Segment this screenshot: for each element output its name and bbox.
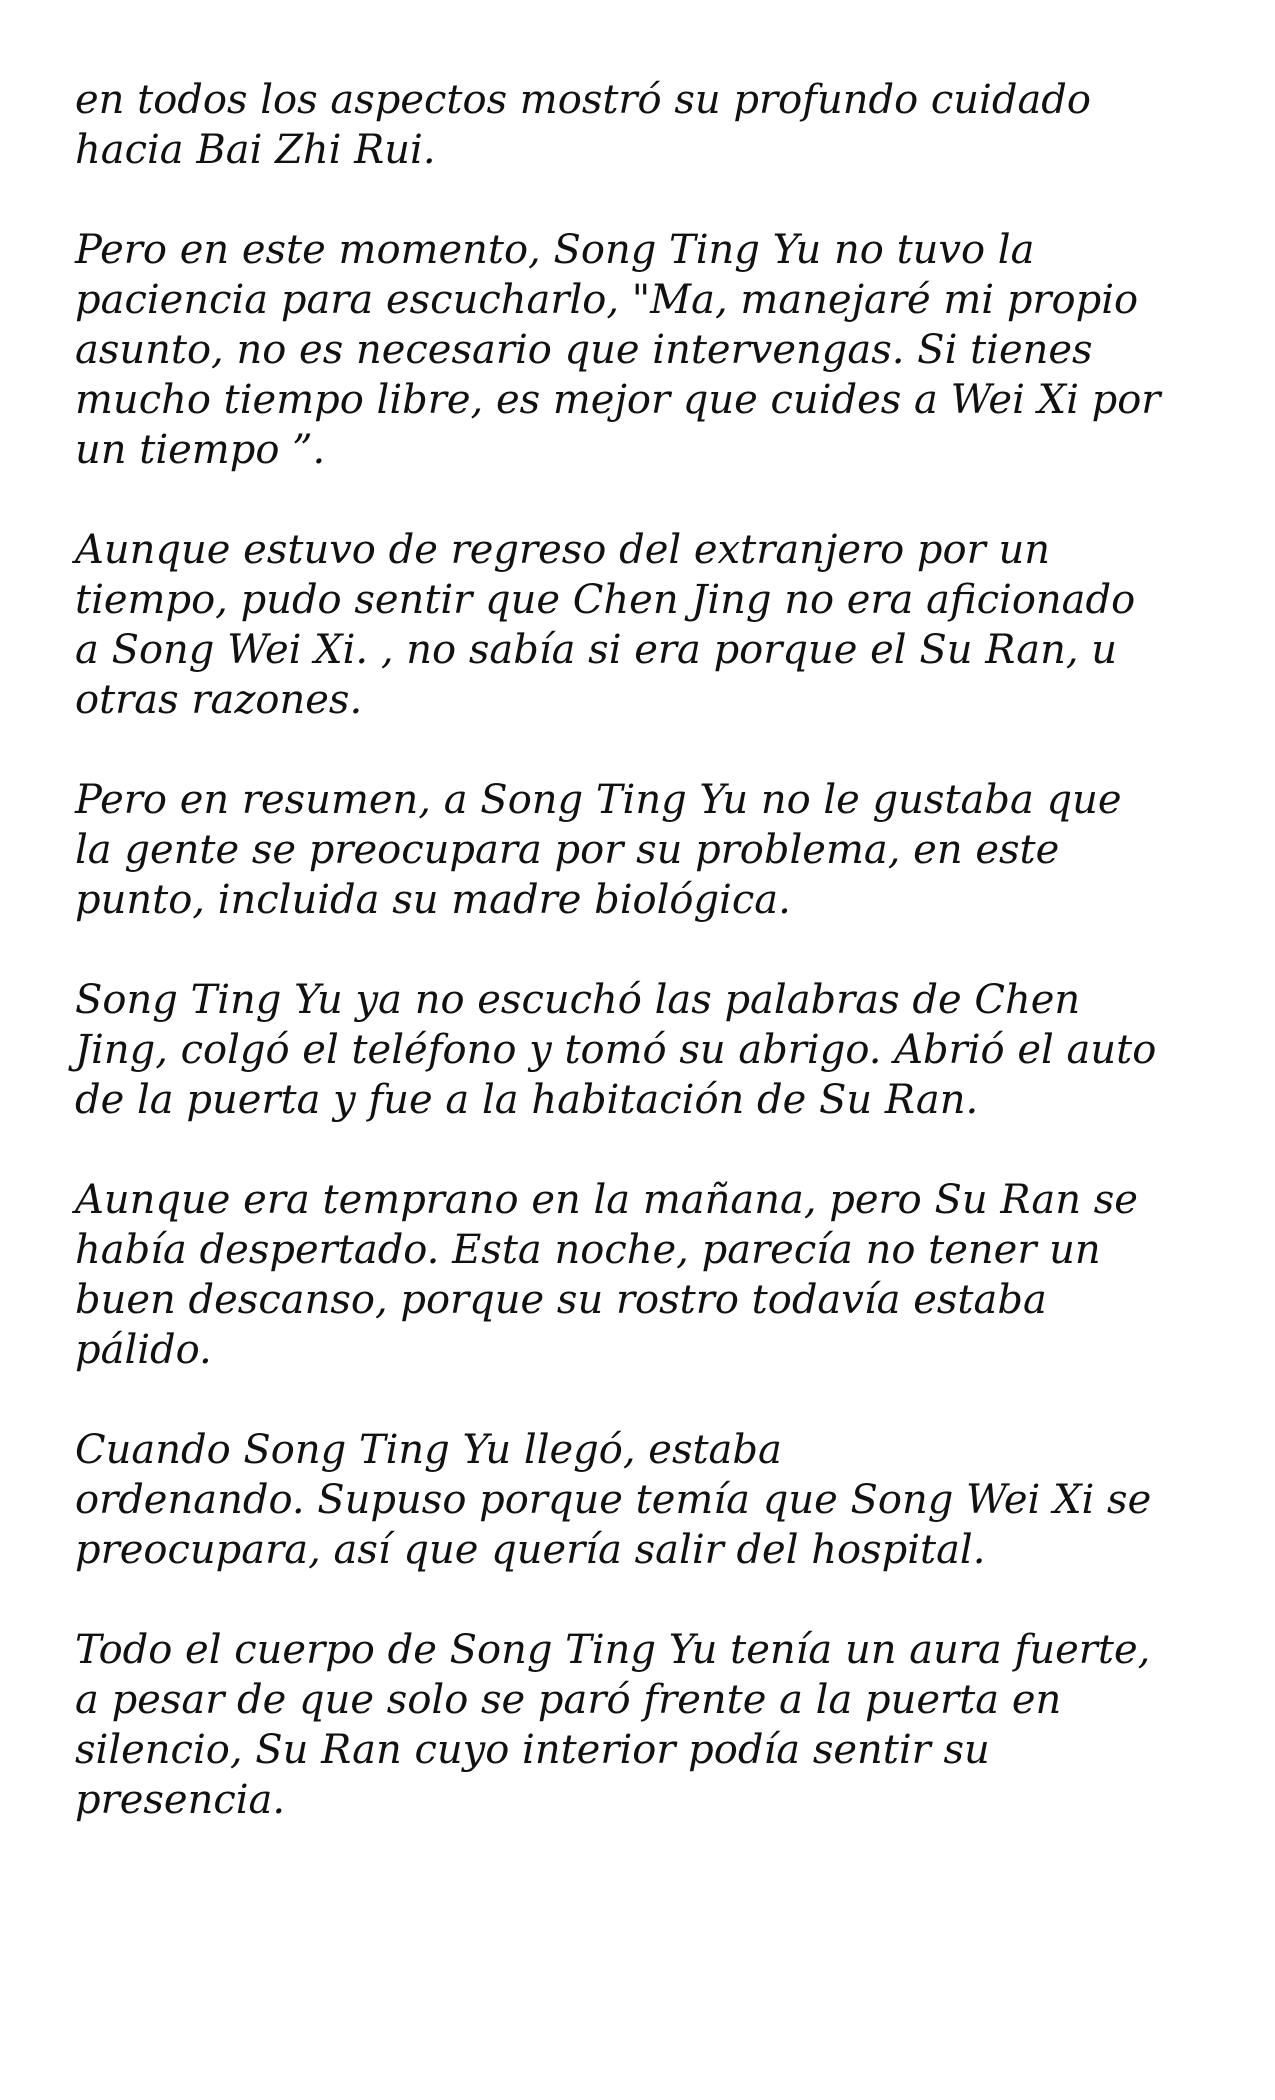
paragraph-6 (75, 1175, 1215, 1375)
paragraph-8 (75, 1625, 1215, 1825)
text-line: preocupara, así que quería salir del hospital. (75, 1527, 986, 1573)
text-line: punto, incluida su madre biológica. (75, 877, 791, 923)
text-line: silencio, Su Ran cuyo interior podía sentir su (75, 1727, 990, 1773)
paragraph-2 (75, 225, 1215, 475)
paragraph-3 (75, 525, 1215, 725)
paragraph-5 (75, 975, 1215, 1125)
text-line: mucho tiempo libre, es mejor que cuides a Wei Xi por (75, 377, 1161, 423)
text-line: Jing, colgó el teléfono y tomó su abrigo. Abrió el auto (75, 1027, 1157, 1073)
text-line: asunto, no es necesario que intervengas. Si tienes (75, 327, 1093, 373)
text-line: Aunque era temprano en la mañana, pero Su Ran se (75, 1177, 1138, 1223)
text-line: de la puerta y fue a la habitación de Su Ran. (75, 1077, 979, 1123)
paragraph-7 (75, 1425, 1215, 1575)
text-line: Pero en este momento, Song Ting Yu no tuvo la (75, 227, 1035, 273)
text-line: pálido. (75, 1327, 212, 1373)
text-line: otras razones. (75, 677, 363, 723)
text-line: Song Ting Yu ya no escuchó las palabras de Chen (75, 977, 1081, 1023)
text-line: a Song Wei Xi. , no sabía si era porque el Su Ran, u (75, 627, 1118, 673)
text-line: en todos los aspectos mostró su profundo cuidado (75, 77, 1091, 123)
text-line: Pero en resumen, a Song Ting Yu no le gustaba que (75, 777, 1122, 823)
text-line: presencia. (75, 1777, 286, 1823)
text-line: buen descanso, porque su rostro todavía estaba (75, 1277, 1047, 1323)
text-line: hacia Bai Zhi Rui. (75, 127, 436, 173)
text-line: tiempo, pudo sentir que Chen Jing no era aficionado (75, 577, 1136, 623)
document-page (75, 75, 1215, 1875)
text-line: paciencia para escucharlo, "Ma, manejaré mi propio (75, 277, 1139, 323)
text-line: Cuando Song Ting Yu llegó, estaba (75, 1427, 782, 1473)
paragraph-4 (75, 775, 1215, 925)
text-line: ordenando. Supuso porque temía que Song Wei Xi se (75, 1477, 1152, 1523)
text-line: a pesar de que solo se paró frente a la puerta en (75, 1677, 1062, 1723)
text-line: Aunque estuvo de regreso del extranjero por un (75, 527, 1050, 573)
paragraph-1 (75, 75, 1215, 175)
text-line: había despertado. Esta noche, parecía no tener un (75, 1227, 1101, 1273)
text-line: un tiempo ”. (75, 427, 326, 473)
text-line: Todo el cuerpo de Song Ting Yu tenía un aura fuerte, (75, 1627, 1151, 1673)
text-line: la gente se preocupara por su problema, en este (75, 827, 1060, 873)
